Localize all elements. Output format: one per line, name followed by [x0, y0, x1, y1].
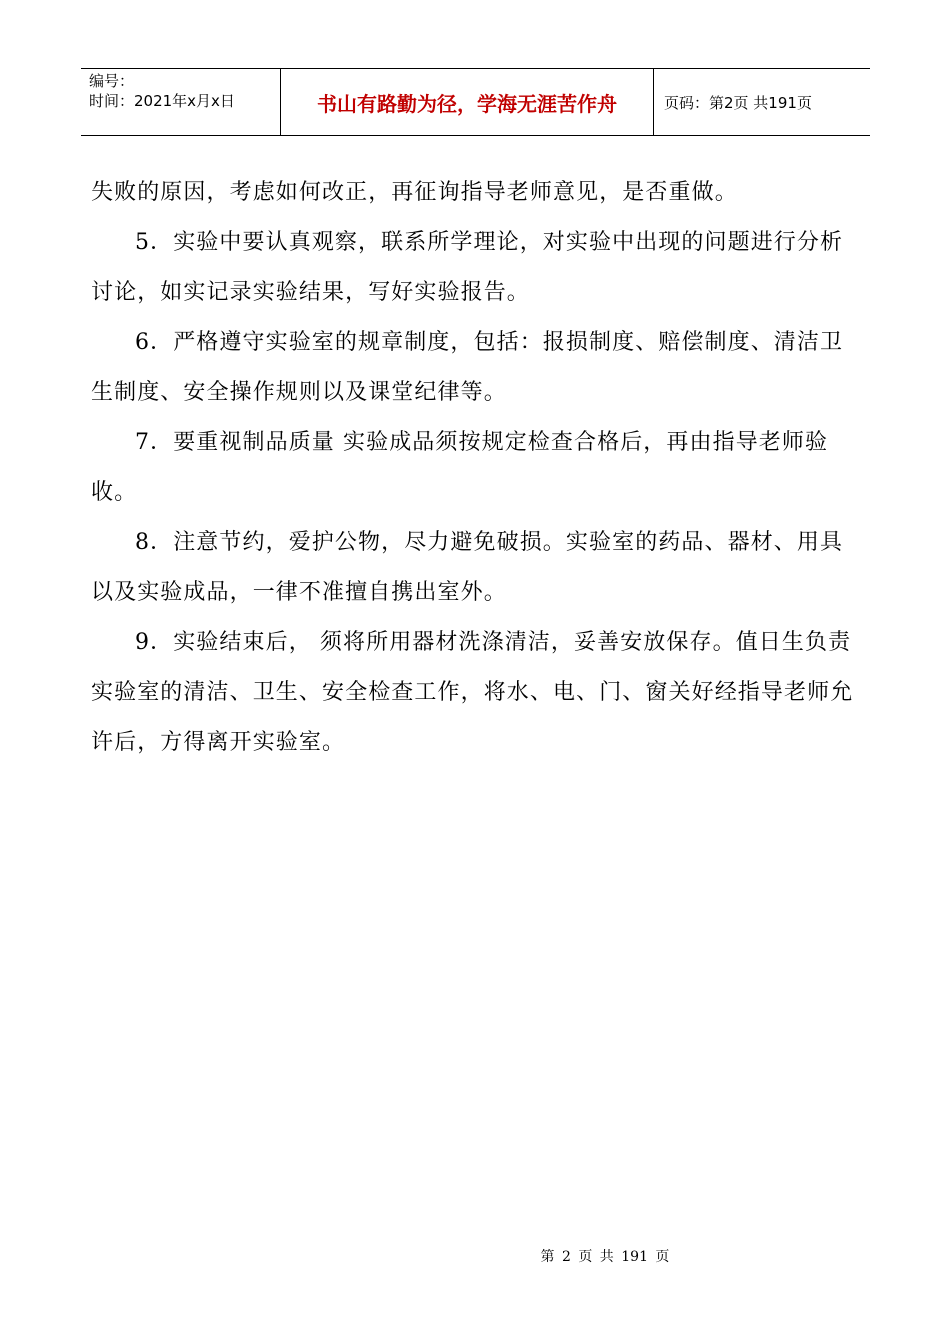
paragraph-item-5: 5．实验中要认真观察，联系所学理论，对实验中出现的问题进行分析讨论，如实记录实验结果，写好实验报告。 — [91, 230, 844, 305]
document-date-label: 时间：2021年x月x日 — [89, 92, 235, 110]
document-body — [91, 168, 861, 768]
header-page-info: 页码：第2页 共191页 — [664, 93, 812, 112]
paragraph-item-7: 7．要重视制品质量 实验成品须按规定检查合格后，再由指导老师验收。 — [91, 430, 829, 505]
header-meta-cell — [81, 69, 281, 135]
header-motto: 书山有路勤为径，学海无涯苦作舟 — [281, 69, 654, 135]
paragraph-item-9: 9．实验结束后， 须将所用器材洗涤清洁，妥善安放保存。值日生负责实验室的清洁、卫生、安全检查工作，将水、电、门、窗关好经指导老师允许后，方得离开实验室。 — [91, 630, 854, 755]
document-number-label: 编号： — [89, 72, 135, 90]
paragraph-item-8: 8．注意节约，爱护公物，尽力避免破损。实验室的药品、器材、用具以及实验成品，一律不准擅自携出室外。 — [91, 530, 844, 605]
paragraph-item-6: 6．严格遵守实验室的规章制度，包括：报损制度、赔偿制度、清洁卫生制度、安全操作规则以及课堂纪律等。 — [91, 330, 844, 405]
paragraph-continuation: 失败的原因，考虑如何改正，再征询指导老师意见，是否重做。 — [91, 180, 738, 205]
page-footer: 第 2 页 共 191 页 — [540, 1249, 670, 1265]
document-header — [81, 68, 870, 136]
